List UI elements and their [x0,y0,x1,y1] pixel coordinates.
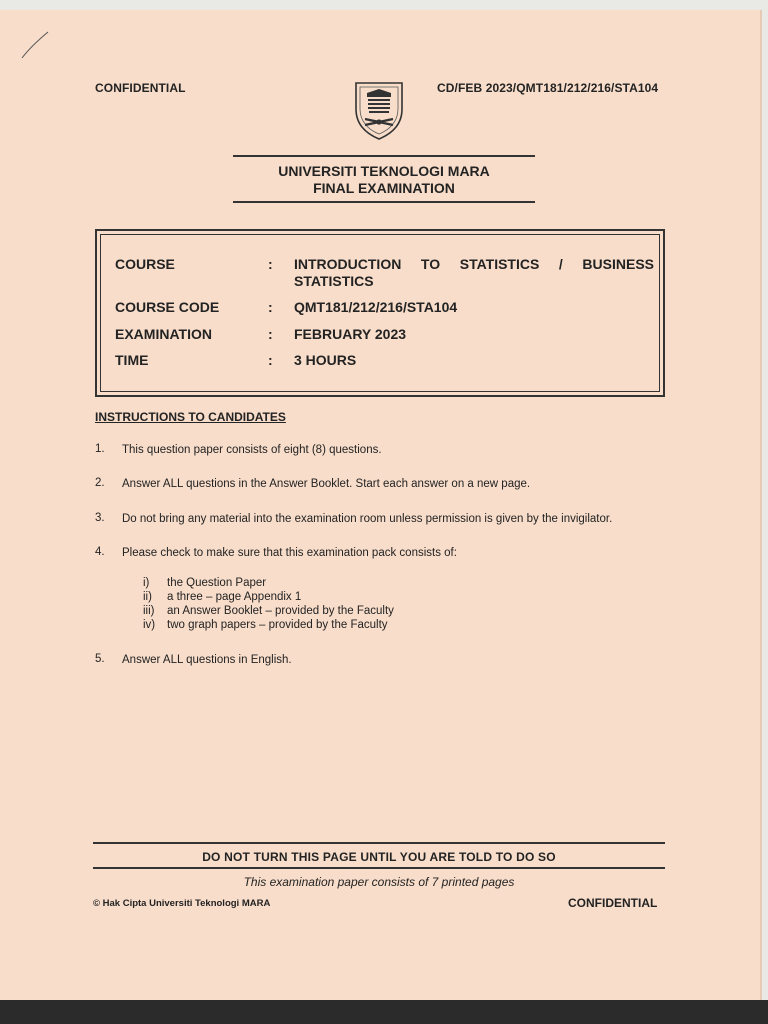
pack-item-text: a three – page Appendix 1 [167,591,302,603]
course-code-label: COURSE CODE [115,299,220,315]
examination-sep: : [268,326,273,342]
course-value: INTRODUCTION TO STATISTICS / BUSINESS [294,256,654,272]
time-value: 3 HOURS [294,352,357,368]
instruction-text: Please check to make sure that this examination pack consists of: [122,547,457,559]
header-confidential: CONFIDENTIAL [95,81,186,95]
course-code-sep: : [268,299,273,315]
title-rule-top [233,155,535,157]
instruction-number: 5. [95,653,105,665]
pack-item-text: an Answer Booklet – provided by the Faculty [167,605,394,617]
instructions-title: INSTRUCTIONS TO CANDIDATES [95,410,286,424]
university-name: UNIVERSITI TEKNOLOGI MARA [278,163,490,179]
header-paper-code: CD/FEB 2023/QMT181/212/216/STA104 [437,81,659,95]
instruction-text: This question paper consists of eight (8) questions. [122,444,382,456]
instruction-number: 2. [95,477,105,489]
footer-rule-top [93,842,665,844]
pack-item-text: the Question Paper [167,577,267,589]
scan-edge [0,1000,768,1024]
time-sep: : [268,352,273,368]
copyright: © Hak Cipta Universiti Teknologi MARA [93,898,271,909]
time-label: TIME [115,352,149,368]
instruction-text: Answer ALL questions in the Answer Booklet. Start each answer on a new page. [122,478,531,490]
pack-item-text: two graph papers – provided by the Faculty [167,619,388,631]
pack-item-roman: ii) [143,591,152,603]
pack-item-roman: iii) [143,605,155,617]
examination-label: EXAMINATION [115,326,212,342]
exam-cover-page [0,10,760,1000]
course-label: COURSE [115,256,175,272]
instruction-text: Answer ALL questions in English. [122,654,292,666]
pen-mark [18,28,52,62]
instruction-number: 4. [95,546,105,558]
instruction-number: 1. [95,443,105,455]
examination-value: FEBRUARY 2023 [294,326,407,342]
footer-confidential: CONFIDENTIAL [568,896,658,910]
footer-rule-bottom [93,867,665,869]
course-value-line2: STATISTICS [294,273,374,289]
title-rule-bottom [233,201,535,203]
pack-item-roman: iv) [143,619,156,631]
course-code-value: QMT181/212/216/STA104 [294,299,458,315]
instruction-number: 3. [95,512,105,524]
uitm-crest-logo [351,79,407,141]
instruction-text: Do not bring any material into the examination room unless permission is given by the invigilator. [122,513,613,525]
page-count-note: This examination paper consists of 7 printed pages [243,875,515,889]
course-sep: : [268,256,273,272]
pack-item-roman: i) [143,577,150,589]
exam-title: FINAL EXAMINATION [313,180,455,196]
do-not-turn-warning: DO NOT TURN THIS PAGE UNTIL YOU ARE TOLD TO DO SO [202,850,556,864]
